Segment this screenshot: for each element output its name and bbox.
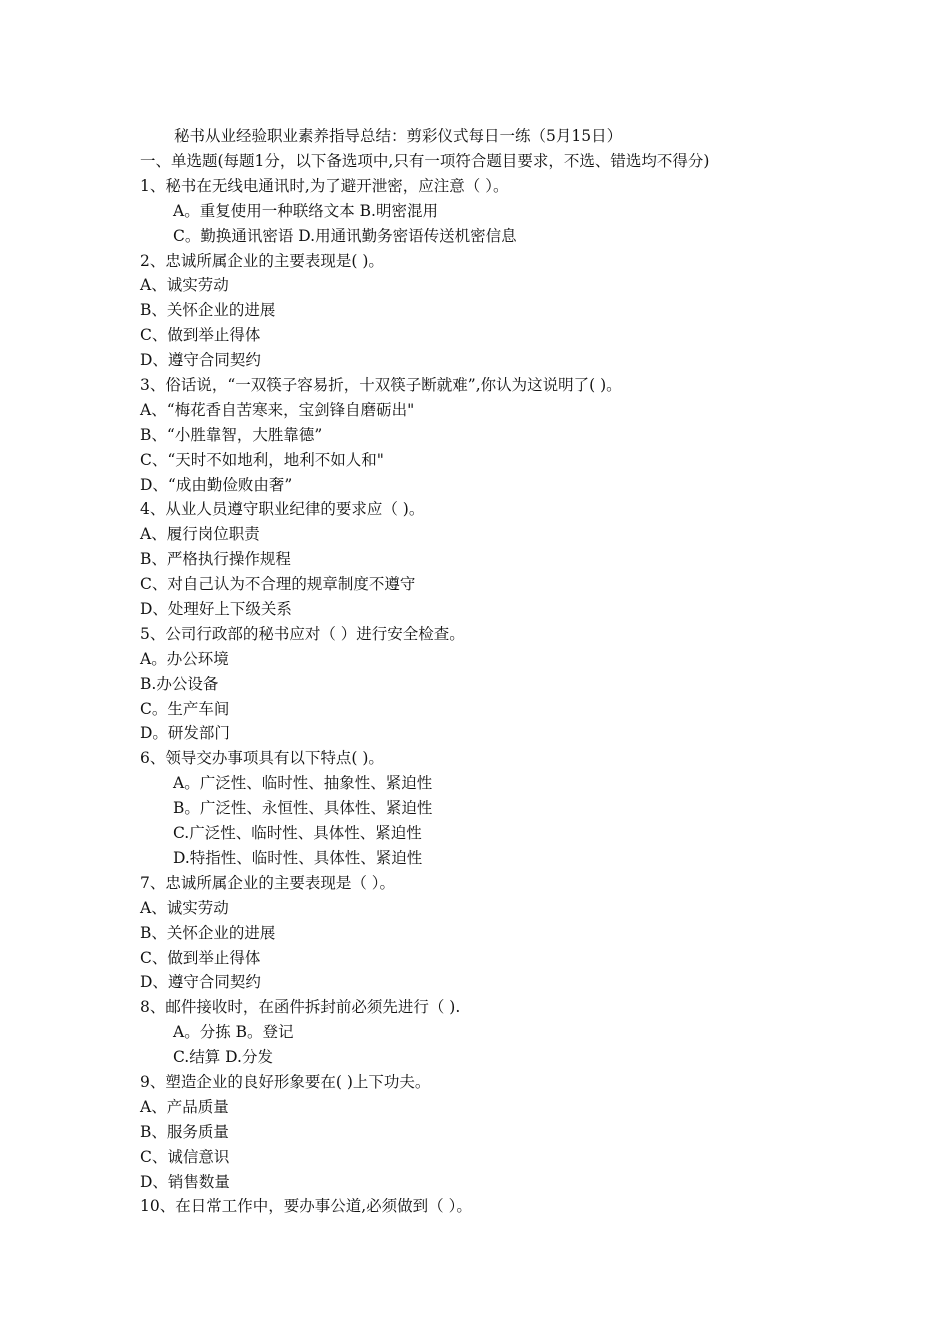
text-line: 3、俗话说，“一双筷子容易折，十双筷子断就难”,你认为这说明了( )。	[140, 376, 622, 395]
text-line: C、“天时不如地利，地利不如人和"	[140, 450, 384, 469]
text-line: D、销售数量	[140, 1172, 230, 1191]
option-line: A。重复使用一种联络文本 B.明密混用	[173, 201, 438, 220]
text-line: 一、单选题(每题1分，以下备选项中,只有一项符合题目要求，不选、错选均不得分)	[140, 152, 710, 170]
text-line: B、关怀企业的进展	[140, 301, 276, 320]
text-line: D、处理好上下级关系	[140, 600, 292, 619]
option-line: C.结算 D.分发	[173, 1048, 273, 1067]
text-line: 1、秘书在无线电通讯时,为了避开泄密，应注意（ ）。	[140, 176, 509, 195]
text-line: A、产品质量	[140, 1097, 229, 1116]
text-line: C、做到举止得体	[140, 326, 261, 345]
text-line: 8、邮件接收时，在函件拆封前必须先进行（ ).	[140, 998, 461, 1017]
text-line: D、遵守合同契约	[140, 973, 261, 992]
text-line: B、严格执行操作规程	[140, 550, 291, 569]
text-line: C。生产车间	[140, 699, 230, 718]
question-list	[140, 149, 920, 1219]
text-line: C、诚信意识	[140, 1147, 230, 1166]
option-line: D.特指性、临时性、具体性、紧迫性	[173, 848, 423, 867]
option-line: C。勤换通讯密语 D.用通讯勤务密语传送机密信息	[173, 226, 517, 245]
text-line: A、“梅花香自苦寒来，宝剑锋自磨砺出"	[140, 400, 415, 419]
text-line: A、履行岗位职责	[140, 525, 260, 544]
text-line: B、服务质量	[140, 1122, 229, 1141]
text-line: 6、领导交办事项具有以下特点( )。	[140, 749, 384, 768]
text-line: B.办公设备	[140, 674, 219, 693]
text-line: A、诚实劳动	[140, 898, 229, 917]
text-line: C、对自己认为不合理的规章制度不遵守	[140, 575, 416, 594]
text-line: 9、塑造企业的良好形象要在( )上下功夫。	[140, 1072, 431, 1091]
text-line: C、做到举止得体	[140, 948, 261, 967]
text-line: 5、公司行政部的秘书应对（ ）进行安全检查。	[140, 624, 465, 643]
text-line: D、遵守合同契约	[140, 351, 261, 370]
option-line: A。广泛性、临时性、抽象性、紧迫性	[173, 774, 433, 793]
text-line: B、“小胜靠智，大胜靠德”	[140, 425, 323, 444]
text-line: 7、忠诚所属企业的主要表现是（ ）。	[140, 873, 396, 892]
text-line: B、关怀企业的进展	[140, 923, 276, 942]
text-line: D。研发部门	[140, 724, 230, 743]
option-line: B。广泛性、永恒性、具体性、紧迫性	[173, 799, 433, 818]
option-line: C.广泛性、临时性、具体性、紧迫性	[173, 824, 422, 843]
document-title: 秘书从业经验职业素养指导总结：剪彩仪式每日一练（5月15日）	[174, 127, 623, 145]
option-line: A。分拣 B。登记	[173, 1023, 294, 1042]
text-line: 2、忠诚所属企业的主要表现是( )。	[140, 251, 384, 270]
text-line: D、“成由勤俭败由奢”	[140, 475, 293, 494]
text-line: 4、从业人员遵守职业纪律的要求应（ )。	[140, 500, 425, 519]
text-line: A。办公环境	[140, 649, 229, 668]
text-line: A、诚实劳动	[140, 276, 229, 295]
text-line: 10、在日常工作中，要办事公道,必须做到（ ）。	[140, 1197, 472, 1216]
